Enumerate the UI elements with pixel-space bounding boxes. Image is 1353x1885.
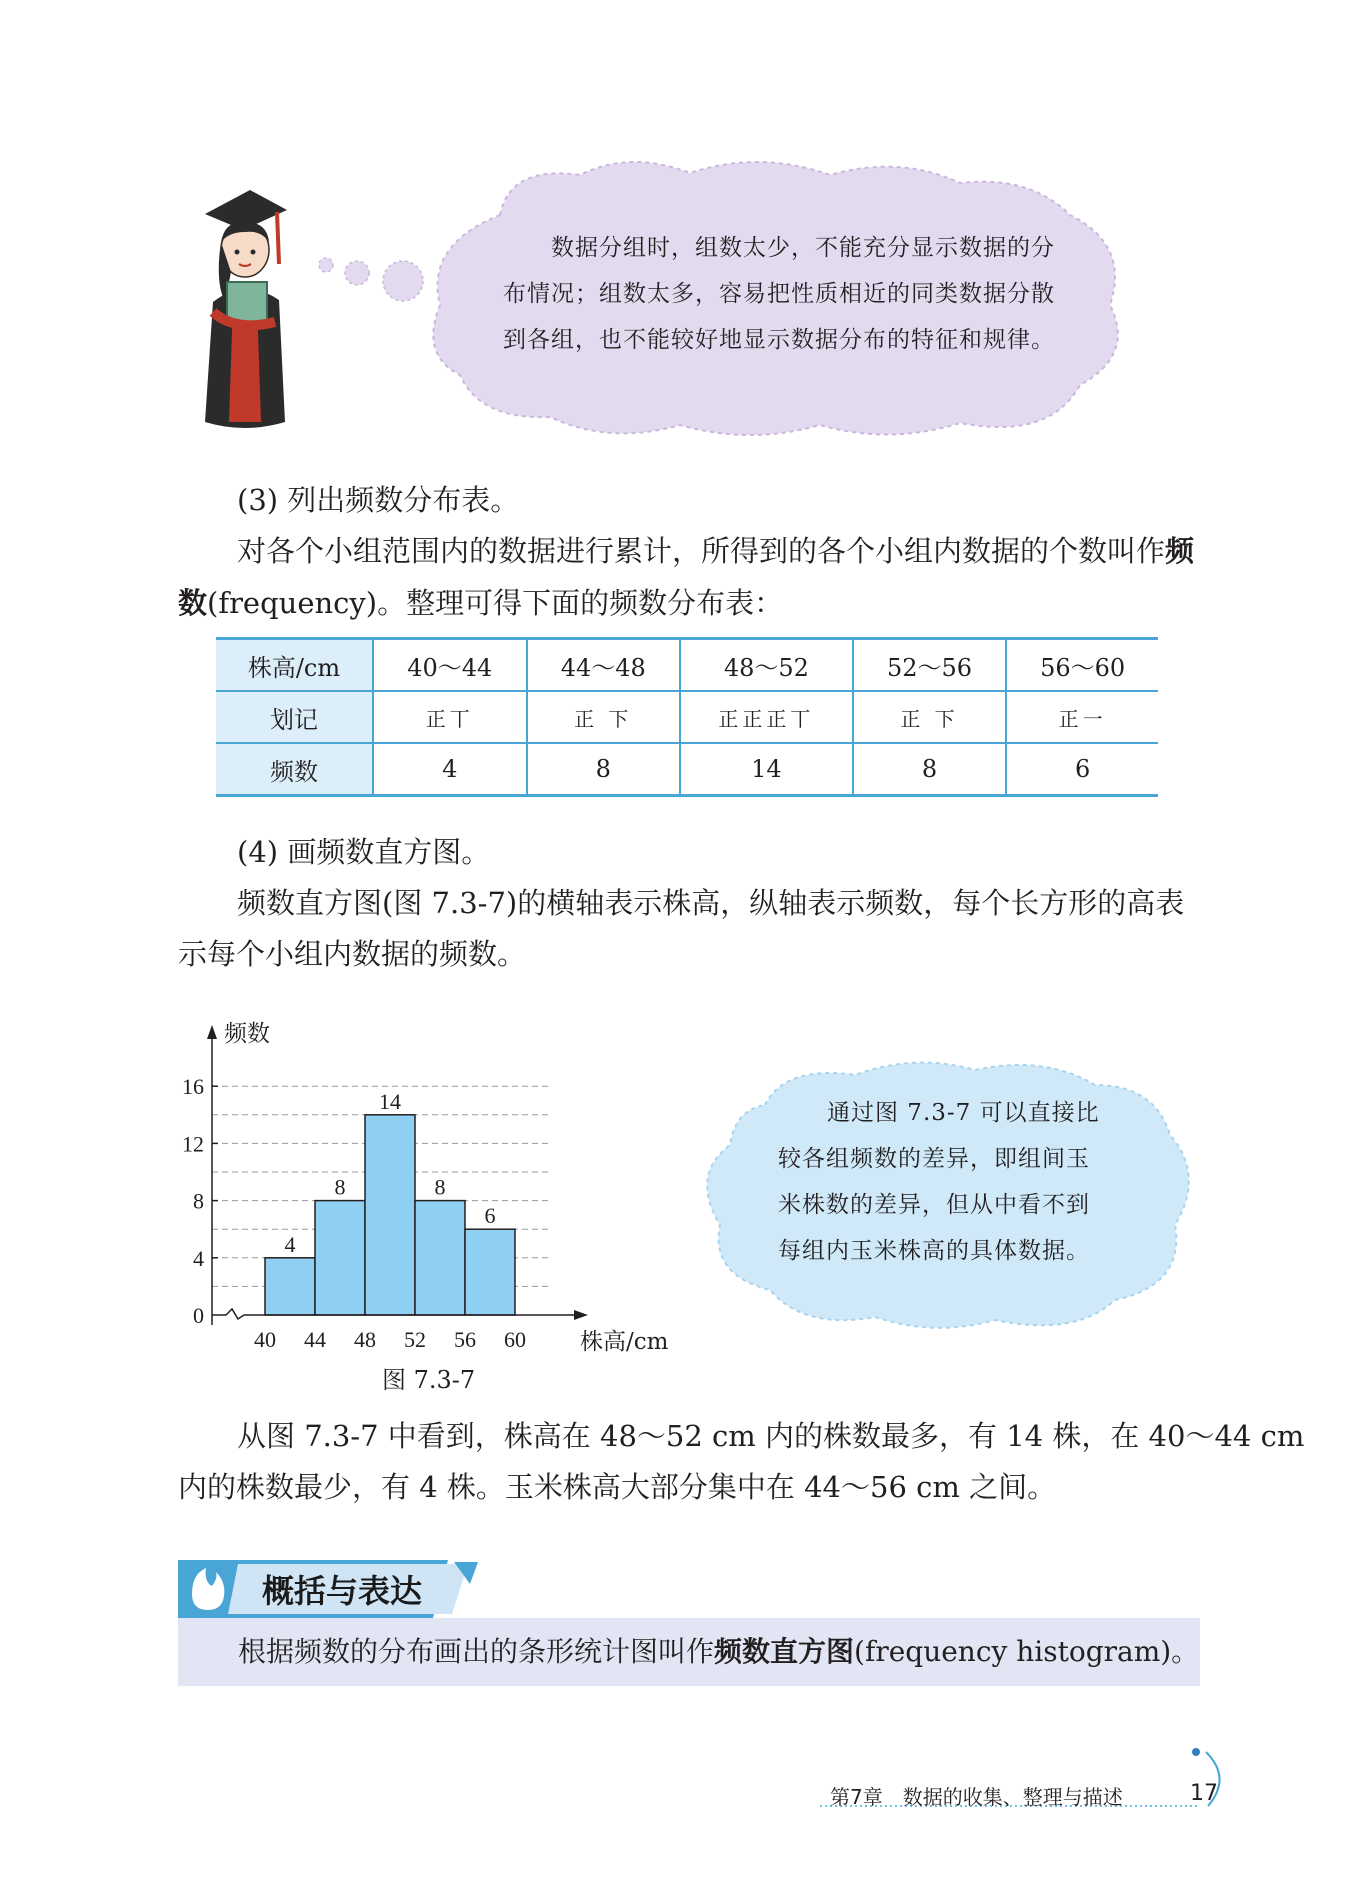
histogram-bar (465, 1229, 515, 1315)
tally-cell: 正丅 (373, 691, 527, 743)
x-axis-title: 株高/cm (580, 1329, 669, 1355)
table-cell: 40～44 (373, 639, 527, 692)
summary-text (238, 1630, 1199, 1674)
step3-heading: (3) 列出频数分布表。 (237, 483, 520, 517)
x-tick-label: 56 (454, 1327, 476, 1352)
bar-data-label: 8 (434, 1174, 446, 1200)
tally-cell: 正 下 (527, 691, 681, 743)
note-line-1: 通过图 7.3-7 可以直接比 (827, 1100, 1100, 1126)
step4-line-1: 频数直方图(图 7.3-7)的横轴表示株高，纵轴表示频数，每个长方形的高表 (237, 886, 1185, 920)
thought-line-3: 到各组，也不能较好地显示数据分布的特征和规律。 (503, 327, 1055, 353)
summary-box (178, 1618, 1200, 1686)
x-tick-label: 40 (254, 1327, 276, 1352)
table-cell: 4 (373, 743, 527, 796)
row-header-count: 频数 (216, 743, 373, 796)
conclusion-line-1: 从图 7.3-7 中看到，株高在 48～52 cm 内的株数最多，有 14 株，在 40～44 cm (237, 1419, 1305, 1453)
x-tick-label: 60 (504, 1327, 526, 1352)
table-cell: 6 (1006, 743, 1158, 796)
bar-data-label: 6 (484, 1203, 496, 1229)
y-tick-label: 0 (193, 1303, 204, 1328)
thought-line-2: 布情况；组数太多，容易把性质相近的同类数据分散 (503, 281, 1055, 307)
table-row (216, 743, 1158, 796)
step4-line-2: 示每个小组内数据的频数。 (178, 937, 527, 971)
row-header-height: 株高/cm (216, 639, 373, 692)
table-cell: 8 (853, 743, 1007, 796)
bar-data-label: 8 (334, 1174, 346, 1200)
step3-paragraph (178, 525, 1200, 629)
note-line-3: 米株数的差异，但从中看不到 (778, 1192, 1090, 1218)
x-tick-label: 48 (354, 1327, 376, 1352)
table-cell: 14 (680, 743, 853, 796)
bar-data-label: 4 (284, 1231, 296, 1257)
x-axis-arrow (574, 1310, 588, 1320)
page-number: 17 (1190, 1781, 1218, 1806)
row-header-tally: 划记 (216, 691, 373, 743)
histogram-bar (315, 1201, 365, 1315)
frequency-table (216, 637, 1158, 797)
histogram-bar (415, 1201, 465, 1315)
conclusion-line-2: 内的株数最少，有 4 株。玉米株高大部分集中在 44～56 cm 之间。 (178, 1470, 1057, 1504)
thought-line-1: 数据分组时，组数太少，不能充分显示数据的分 (551, 235, 1055, 261)
figure-caption: 图 7.3-7 (382, 1366, 476, 1394)
table-cell: 52～56 (853, 639, 1007, 692)
summary-banner-title: 概括与表达 (262, 1572, 423, 1610)
tally-cell: 正 下 (853, 691, 1007, 743)
summary-text-2: (frequency histogram)。 (854, 1635, 1200, 1668)
y-tick-label: 12 (182, 1131, 204, 1157)
table-cell: 56～60 (1006, 639, 1158, 692)
footer-chapter: 第7章 数据的收集、整理与描述 (830, 1785, 1123, 1809)
x-tick-label: 44 (304, 1327, 326, 1352)
table-cell: 48～52 (680, 639, 853, 692)
summary-text-1: 根据频数的分布画出的条形统计图叫作 (238, 1635, 715, 1668)
y-axis-title: 频数 (224, 1021, 270, 1047)
y-tick-label: 16 (182, 1074, 204, 1100)
table-cell: 44～48 (527, 639, 681, 692)
bar-data-label: 14 (379, 1088, 401, 1114)
histogram-bar (265, 1258, 315, 1315)
table-cell: 8 (527, 743, 681, 796)
term-frequency-histogram: 频数直方图 (714, 1635, 855, 1668)
note-line-2: 较各组频数的差异，即组间玉 (778, 1146, 1090, 1172)
table-row (216, 691, 1158, 743)
note-line-4: 每组内玉米株高的具体数据。 (778, 1238, 1090, 1264)
table-row (216, 639, 1158, 692)
step3-text-2: (frequency)。整理可得下面的频数分布表： (207, 586, 784, 620)
histogram-bar (365, 1115, 415, 1315)
step3-text-1: 对各个小组范围内的数据进行累计，所得到的各个小组内数据的个数叫作 (237, 534, 1166, 568)
frequency-histogram (170, 1015, 690, 1395)
y-axis-arrow (207, 1025, 217, 1039)
y-tick-label: 8 (193, 1188, 204, 1214)
student-illustration (195, 172, 305, 432)
y-tick-label: 4 (193, 1245, 204, 1271)
term-frequency: 频数 (178, 534, 1195, 620)
step4-heading: (4) 画频数直方图。 (237, 835, 491, 869)
tally-cell: 正一 (1006, 691, 1158, 743)
tally-cell: 正正正丅 (680, 691, 853, 743)
x-tick-label: 52 (404, 1327, 426, 1352)
